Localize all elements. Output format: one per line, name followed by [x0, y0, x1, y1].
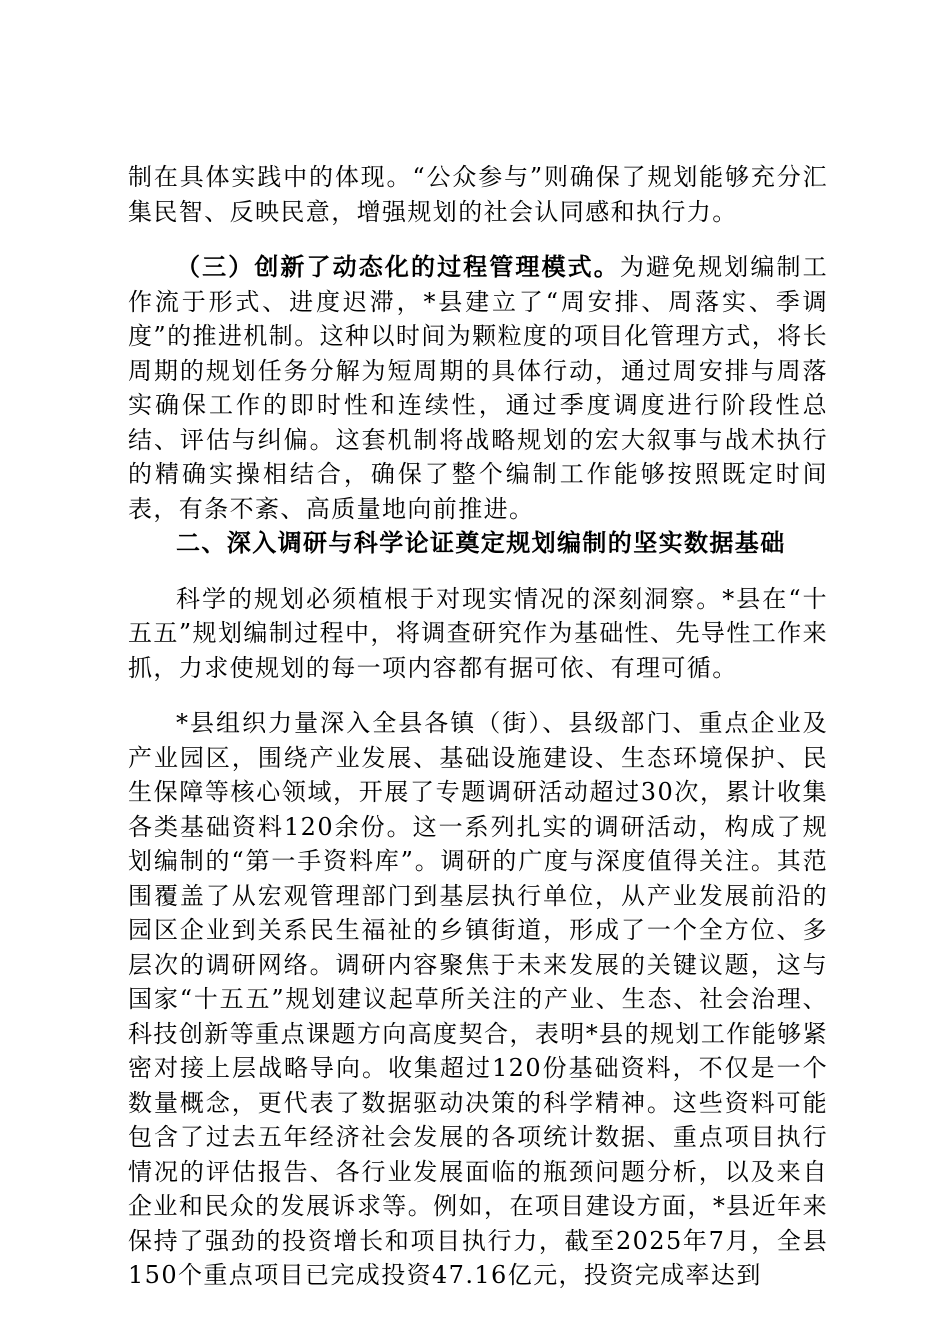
- paragraph-process-management: [128, 250, 828, 526]
- document-body: [128, 160, 828, 1293]
- paragraph-research-details: *县组织力量深入全县各镇（街）、县级部门、重点企业及产业园区，围绕产业发展、基础设施建设、生态环境保护、民生保障等核心领域，开展了专题调研活动超过30次，累计收集各类基础资料120余份。这一系列扎实的调研活动，构成了规划编制的“第一手资料库”。调研的广度与深度值得关注。其范围覆盖了从宏观管理部门到基层执行单位，从产业发展前沿的园区企业到关系民生福祉的乡镇街道，形成了一个全方位、多层次的调研网络。调研内容聚焦于未来发展的关键议题，这与国家“十五五”规划建议起草所关注的产业、生态、社会治理、科技创新等重点课题方向高度契合，表明*县的规划工作能够紧密对接上层战略导向。收集超过120份基础资料，不仅是一个数量概念，更代表了数据驱动决策的科学精神。这些资料可能包含了过去五年经济社会发展的各项统计数据、重点项目执行情况的评估报告、各行业发展面临的瓶颈问题分析，以及来自企业和民众的发展诉求等。例如，在项目建设方面，*县近年来保持了强劲的投资增长和项目执行力，截至2025年7月，全县150个重点项目已完成投资47.16亿元，投资完成率达到: [128, 709, 828, 1289]
- paragraph-research-intro: 科学的规划必须植根于对现实情况的深刻洞察。*县在“十五五”规划编制过程中，将调查研究作为基础性、先导性工作来抓，力求使规划的每一项内容都有据可依、有理可循。: [128, 584, 828, 682]
- paragraph-lead-heading: （三）创新了动态化的过程管理模式。: [176, 252, 620, 281]
- paragraph-body-text: 为避免规划编制工作流于形式、进度迟滞，*县建立了“周安排、周落实、季调度”的推进机制。这种以时间为颗粒度的项目化管理方式，将长周期的规划任务分解为短周期的具体行动，通过周安排与周落实确保工作的即时性和连续性，通过季度调度进行阶段性总结、评估与纠偏。这套机制将战略规划的宏大叙事与战术执行的精确实操相结合，确保了整个编制工作能够按照既定时间表，有条不紊、高质量地向前推进。: [128, 253, 828, 523]
- section-heading: 二、深入调研与科学论证奠定规划编制的坚实数据基础: [176, 528, 786, 557]
- paragraph-continuation: 制在具体实践中的体现。“公众参与”则确保了规划能够充分汇集民智、反映民意，增强规划的社会认同感和执行力。: [128, 163, 828, 226]
